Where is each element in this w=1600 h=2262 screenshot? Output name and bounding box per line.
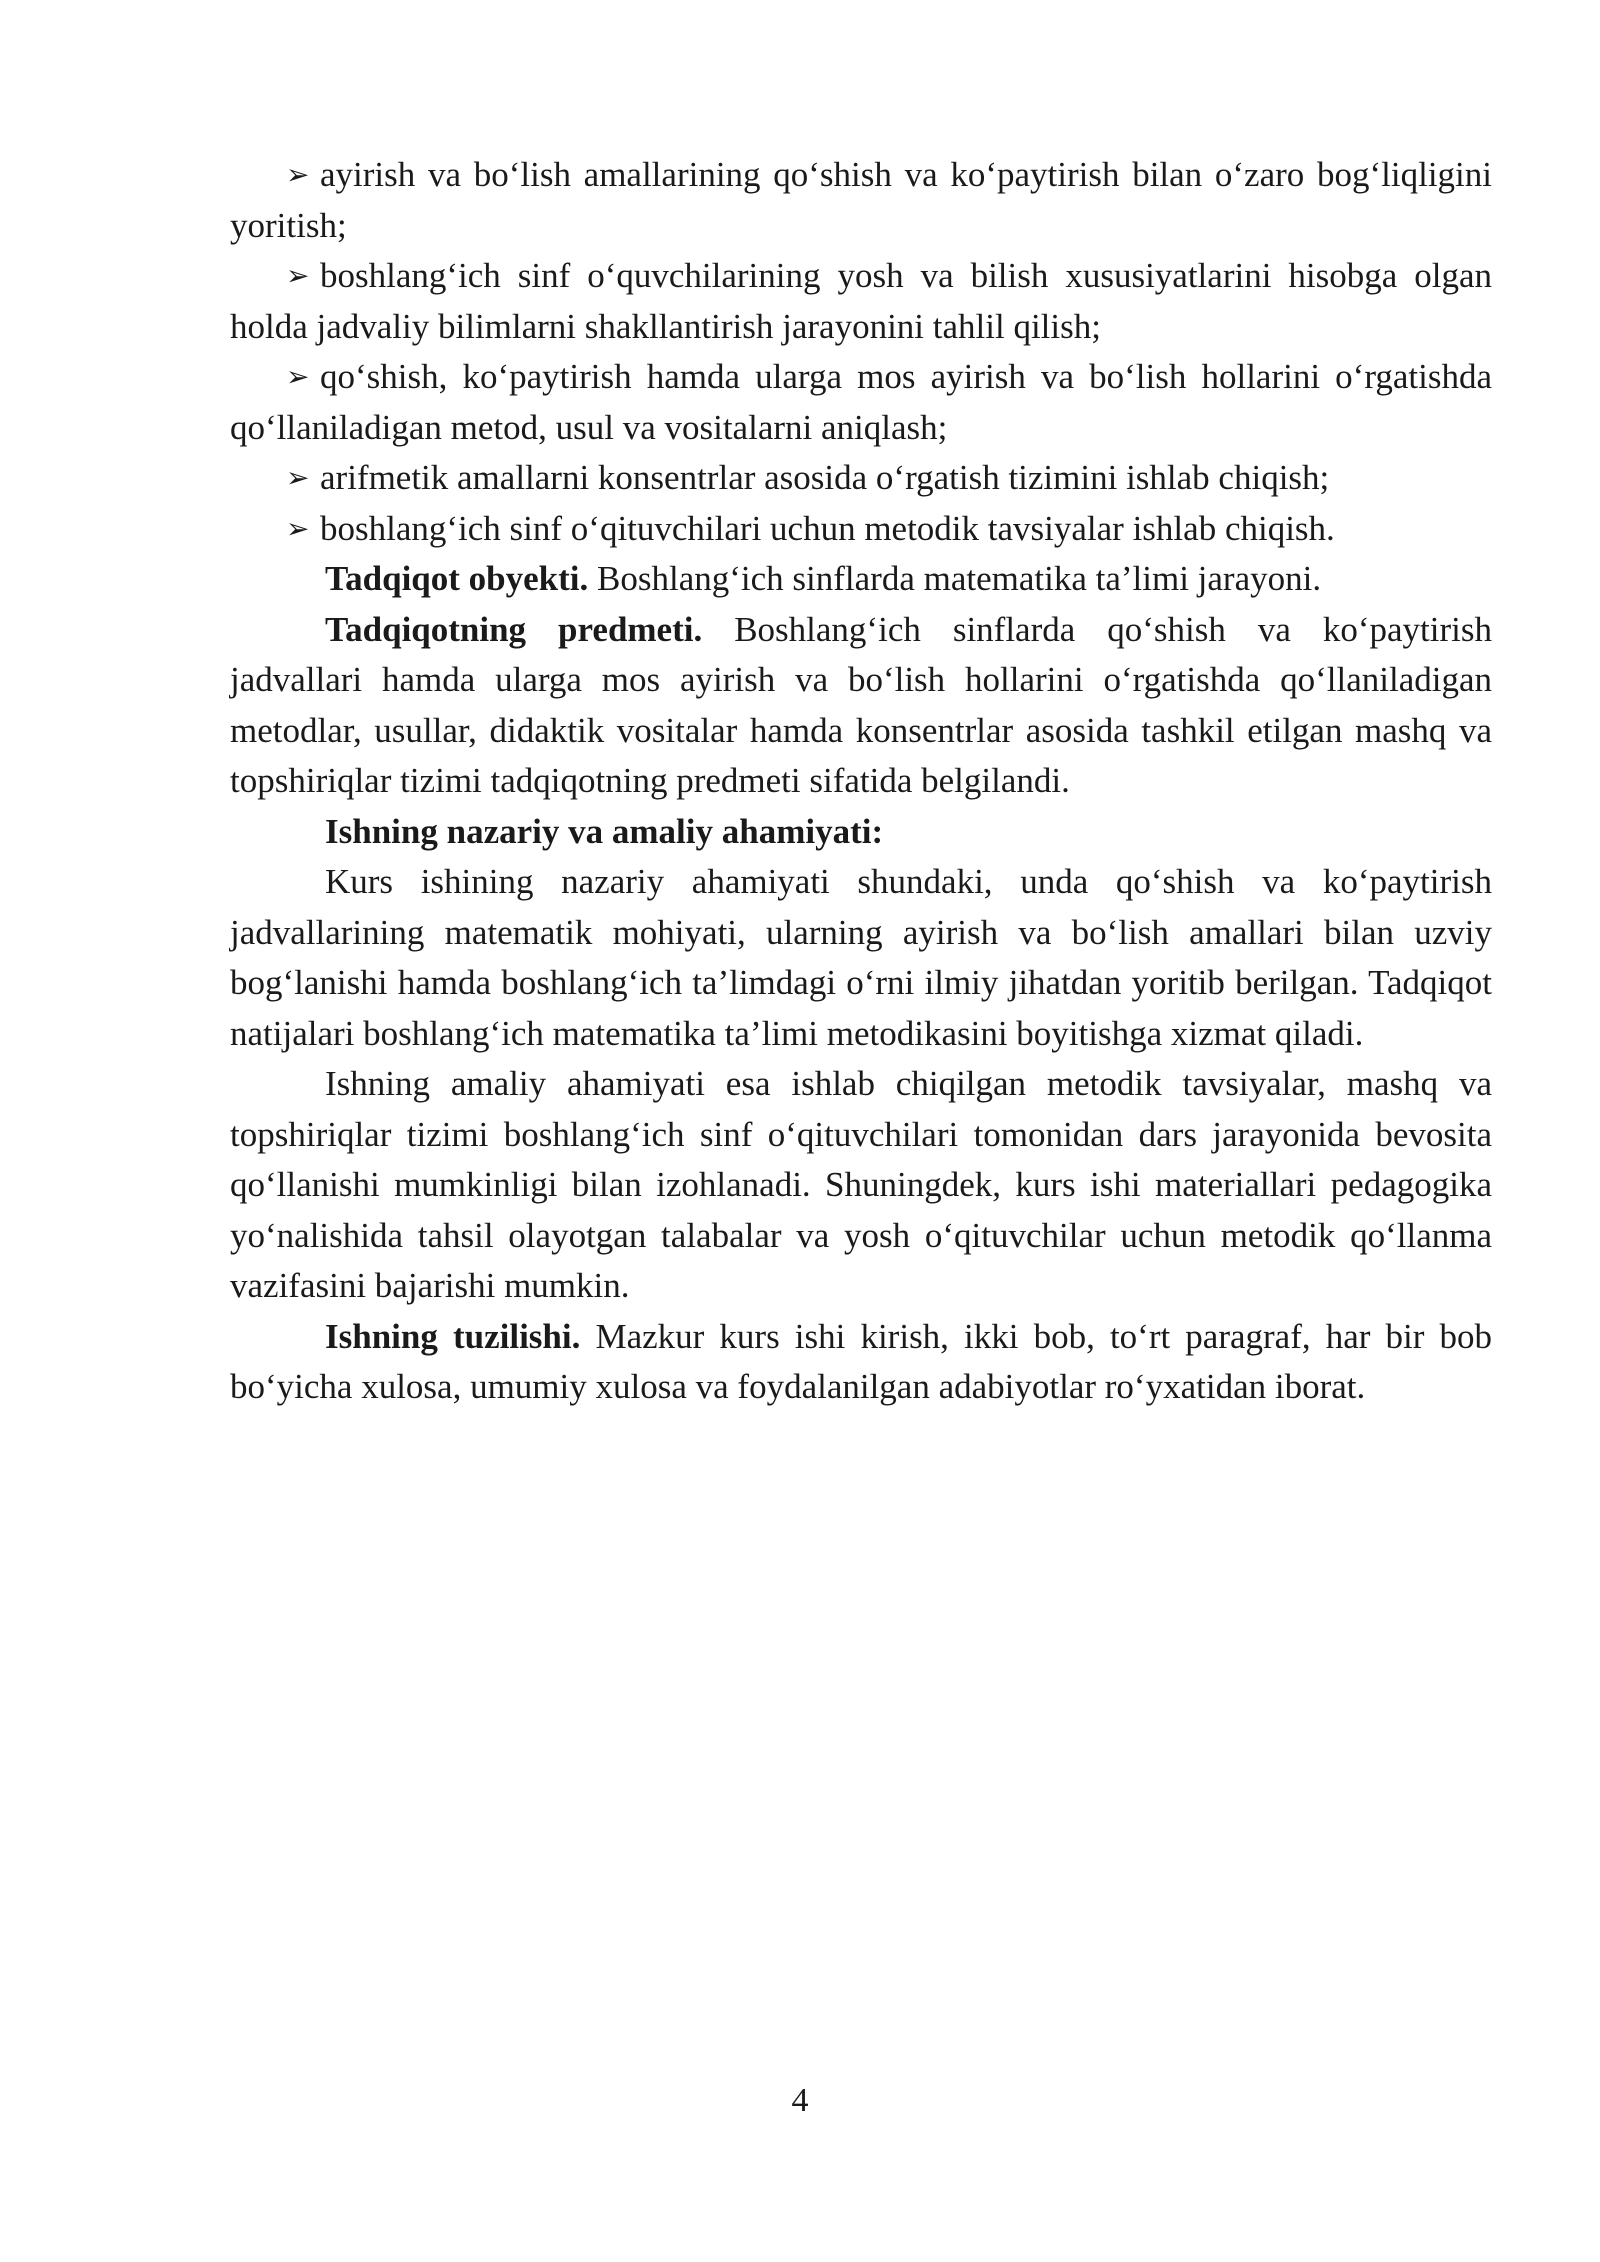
significance-heading: Ishning nazariy va amaliy ahamiyati: xyxy=(325,811,884,851)
research-subject-paragraph xyxy=(230,605,1492,807)
arrowhead-bullet-icon: ➢ xyxy=(286,461,310,494)
list-item xyxy=(230,453,1492,504)
research-object-text: Boshlang‘ich sinflarda matematika ta’limi jarayoni. xyxy=(588,559,1322,598)
list-item-text: boshlang‘ich sinf o‘qituvchilari uchun metodik tavsiyalar ishlab chiqish. xyxy=(320,508,1335,548)
arrowhead-bullet-icon: ➢ xyxy=(286,360,310,393)
document-page xyxy=(230,150,1492,1413)
research-object-paragraph xyxy=(230,554,1492,605)
arrowhead-bullet-icon: ➢ xyxy=(286,158,310,191)
arrowhead-bullet-icon: ➢ xyxy=(286,259,310,292)
list-item xyxy=(230,251,1492,352)
research-subject-label: Tadqiqotning predmeti. xyxy=(325,609,703,649)
list-item-text: boshlang‘ich sinf o‘quvchilarining yosh va bilish xususiyatlarini hisobga olgan holda jadvaliy bilimlarni shakllantirish jarayonini tahlil qilish; xyxy=(230,256,1492,346)
theoretical-significance-paragraph: Kurs ishining nazariy ahamiyati shundaki, unda qo‘shish va ko‘paytirish jadvallarining matematik mohiyati, ularning ayirish va bo‘lish amallari bilan uzviy bog‘lanishi hamda boshlang‘ich ta’limdagi o‘rni ilmiy jihatdan yoritib berilgan. Tadqiqot natijalari boshlang‘ich matematika ta’limi metodikasini boyitishga xizmat qiladi. xyxy=(230,862,1492,1053)
list-item-text: ayirish va bo‘lish amallarining qo‘shish va ko‘paytirish bilan o‘zaro bog‘liqligini yoritish; xyxy=(230,155,1492,245)
list-item xyxy=(230,504,1492,555)
list-item xyxy=(230,352,1492,453)
research-object-label: Tadqiqot obyekti. xyxy=(325,559,589,598)
list-item-text: arifmetik amallarni konsentrlar asosida o‘rgatish tizimini ishlab chiqish; xyxy=(320,458,1330,497)
page-number: 4 xyxy=(791,2082,809,2119)
practical-significance-paragraph: Ishning amaliy ahamiyati esa ishlab chiqilgan metodik tavsiyalar, mashq va topshiriqlar tizimi boshlang‘ich sinf o‘qituvchilari tomonidan dars jarayonida bevosita qo‘llanishi mumkinligi bilan izohlanadi. Shuningdek, kurs ishi materiallari pedagogika yo‘nalishida tahsil olayotgan talabalar va yosh o‘qituvchilar uchun metodik qo‘llanma vazifasini bajarishi mumkin. xyxy=(230,1064,1492,1305)
work-structure-label: Ishning tuzilishi. xyxy=(325,1316,581,1356)
arrowhead-bullet-icon: ➢ xyxy=(286,511,310,545)
work-structure-text: Mazkur kurs ishi kirish, ikki bob, to‘rt paragraf, har bir bob bo‘yicha xulosa, umumiy xulosa va foydalanilgan adabiyotlar ro‘yxatidan iborat. xyxy=(230,1316,1493,1406)
list-item-text: qo‘shish, ko‘paytirish hamda ularga mos ayirish va bo‘lish hollarini o‘rgatishda qo‘llaniladigan metod, usul va vositalarni aniqlash; xyxy=(230,357,1492,447)
list-item xyxy=(230,150,1492,251)
work-structure-paragraph xyxy=(230,1312,1492,1413)
research-subject-text: Boshlang‘ich sinflarda qo‘shish va ko‘paytirish jadvallari hamda ularga mos ayirish va bo‘lish hollarini o‘rgatishda qo‘llaniladigan metodlar, usullar, didaktik vositalar hamda konsentrlar asosida tashkil etilgan mashq va topshiriqlar tizimi tadqiqotning predmeti sifatida belgilandi. xyxy=(230,609,1492,800)
